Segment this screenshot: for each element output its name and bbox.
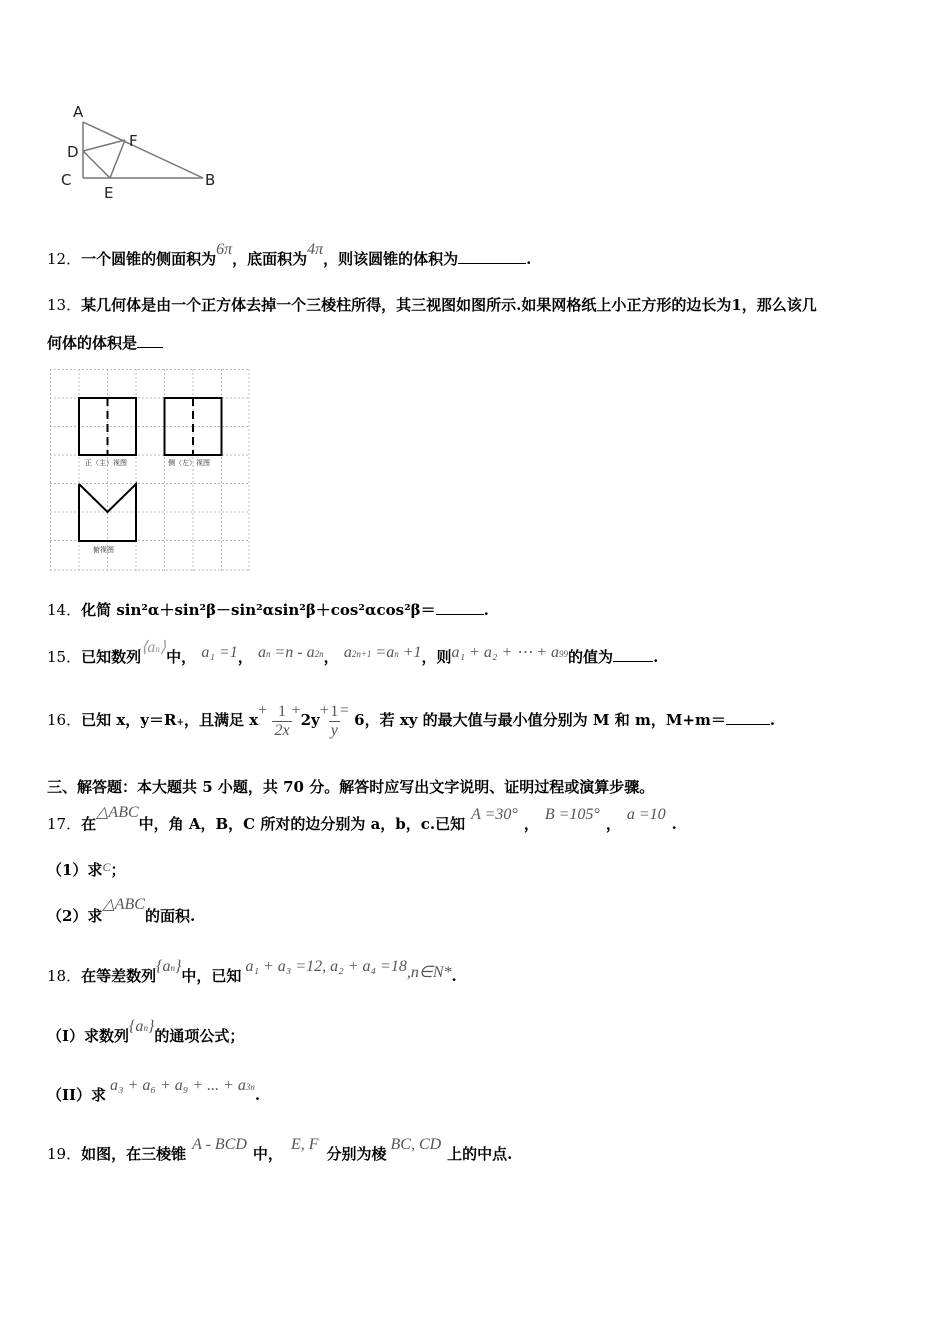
question-17-part-1: （1）求$^C$； [47, 860, 126, 879]
question-number: 14． [47, 601, 82, 619]
answer-blank [726, 710, 770, 725]
math-points-ef: E, F [290, 1136, 319, 1153]
label-f: F [129, 132, 138, 150]
question-number: 15． [47, 648, 82, 666]
answer-blank [137, 333, 163, 348]
caption-side-view: 侧（左）视图 [168, 459, 210, 467]
three-view-figure [50, 369, 250, 571]
answer-blank [613, 647, 653, 662]
math-sequence: {an} [129, 1018, 155, 1035]
question-number: 13． [47, 296, 82, 314]
triangle-figure [55, 95, 230, 205]
label-b: B [205, 171, 216, 189]
question-13-line1: 13．某几何体是由一个正方体去掉一个三棱柱所得，其三视图如图所示.如果网格纸上小正方形的边长为1，那么该几 [47, 296, 817, 314]
question-16: 16．已知 x，y＝R+，且满足 x+ $\frac{1}{2x}$ +2y+ $\frac{1}{y}$ = 6，若 xy 的最大值与最小值分别为 M 和 m，M+m＝ . [47, 702, 776, 739]
segment-de [83, 151, 110, 178]
segment-df [83, 140, 125, 151]
label-c: C [61, 171, 72, 189]
math-edges-bc-cd: BC, CD [390, 1136, 442, 1153]
question-17: 17．在△ABC中，角 A，B，C 所对的边分别为 a，b，c.已知A =30°，B =105°，a =10. [47, 804, 677, 833]
label-e: E [104, 184, 114, 202]
question-number: 17． [47, 815, 82, 833]
math-condition-2: an =n - a2n [257, 644, 324, 661]
caption-top-view: 俯视图 [93, 546, 114, 554]
math-triangle-abc: △ABC [96, 804, 139, 821]
math-sum: a₁ + a₂ + ⋯ + a99 [451, 644, 569, 661]
question-15: 15．已知数列⟨an⟩中， a₁ =1， an =n - a2n， a2n+1 =an +1，则a₁ + a₂ + ⋯ + a99的值为 . [47, 639, 659, 666]
grid-drawing [50, 369, 250, 571]
question-number: 12． [47, 250, 82, 268]
question-number: 18． [47, 967, 82, 985]
math-side-a: a =10 [626, 806, 666, 823]
math-condition-1: a₁ =1 [201, 644, 238, 661]
fraction-1-over-y: $\frac{1}{y}$ [330, 702, 339, 739]
question-19: 19．如图，在三棱锥A - BCD中，E, F分别为棱BC, CD上的中点. [47, 1136, 513, 1163]
question-number: 16． [47, 711, 82, 729]
math-sum: a₃ + a₆ + a₉ + ... + a3n [110, 1077, 255, 1094]
math-base-area: 4π [307, 241, 324, 258]
math-angle-a: A =30° [471, 806, 518, 823]
label-d: D [67, 143, 79, 161]
caption-front-view: 正（主）视图 [85, 459, 127, 467]
math-lateral-area: 6π [216, 241, 233, 258]
question-18: 18．在等差数列{an}中，已知a₁ + a₃ =12, a₂ + a₄ =18,n∈N*. [47, 958, 457, 985]
question-18-part-1: （I）求数列{an}的通项公式； [47, 1018, 245, 1045]
math-sequence: ⟨an⟩ [141, 639, 167, 656]
question-18-part-2: （II）求a₃ + a₆ + a₉ + ... + a3n. [47, 1077, 261, 1104]
math-sequence: {an} [156, 958, 182, 975]
math-n-domain: ,n∈N* [406, 964, 452, 981]
math-condition-3: a2n+1 =an +1 [343, 644, 422, 661]
section-3-header: 三、解答题：本大题共 5 小题，共 70 分。解答时应写出文字说明、证明过程或演算步骤。 [47, 778, 655, 796]
math-angle-c: C [102, 860, 111, 874]
answer-blank [436, 600, 484, 615]
question-12: 12．一个圆锥的侧面积为6π，底面积为4π，则该圆锥的体积为 . [47, 241, 532, 268]
math-triangle-abc: △ABC [102, 896, 145, 913]
math-angle-b: B =105° [544, 806, 600, 823]
fraction-1-over-2x: $\frac{1}{2x}$ [274, 702, 290, 739]
question-number: 19． [47, 1145, 82, 1163]
question-14: 14．化简 sin²α＋sin²β－sin²αsin²β＋cos²αcos²β＝ . [47, 601, 489, 619]
question-17-part-2: （2）求△ABC的面积. [47, 896, 196, 925]
answer-blank [458, 249, 526, 264]
segment-ef [110, 140, 125, 178]
question-13-line2: 何体的体积是 [47, 333, 163, 353]
math-condition: a₁ + a₃ =12, a₂ + a₄ =18 [245, 958, 407, 975]
label-a: A [73, 103, 84, 121]
math-tetrahedron: A - BCD [192, 1136, 247, 1153]
